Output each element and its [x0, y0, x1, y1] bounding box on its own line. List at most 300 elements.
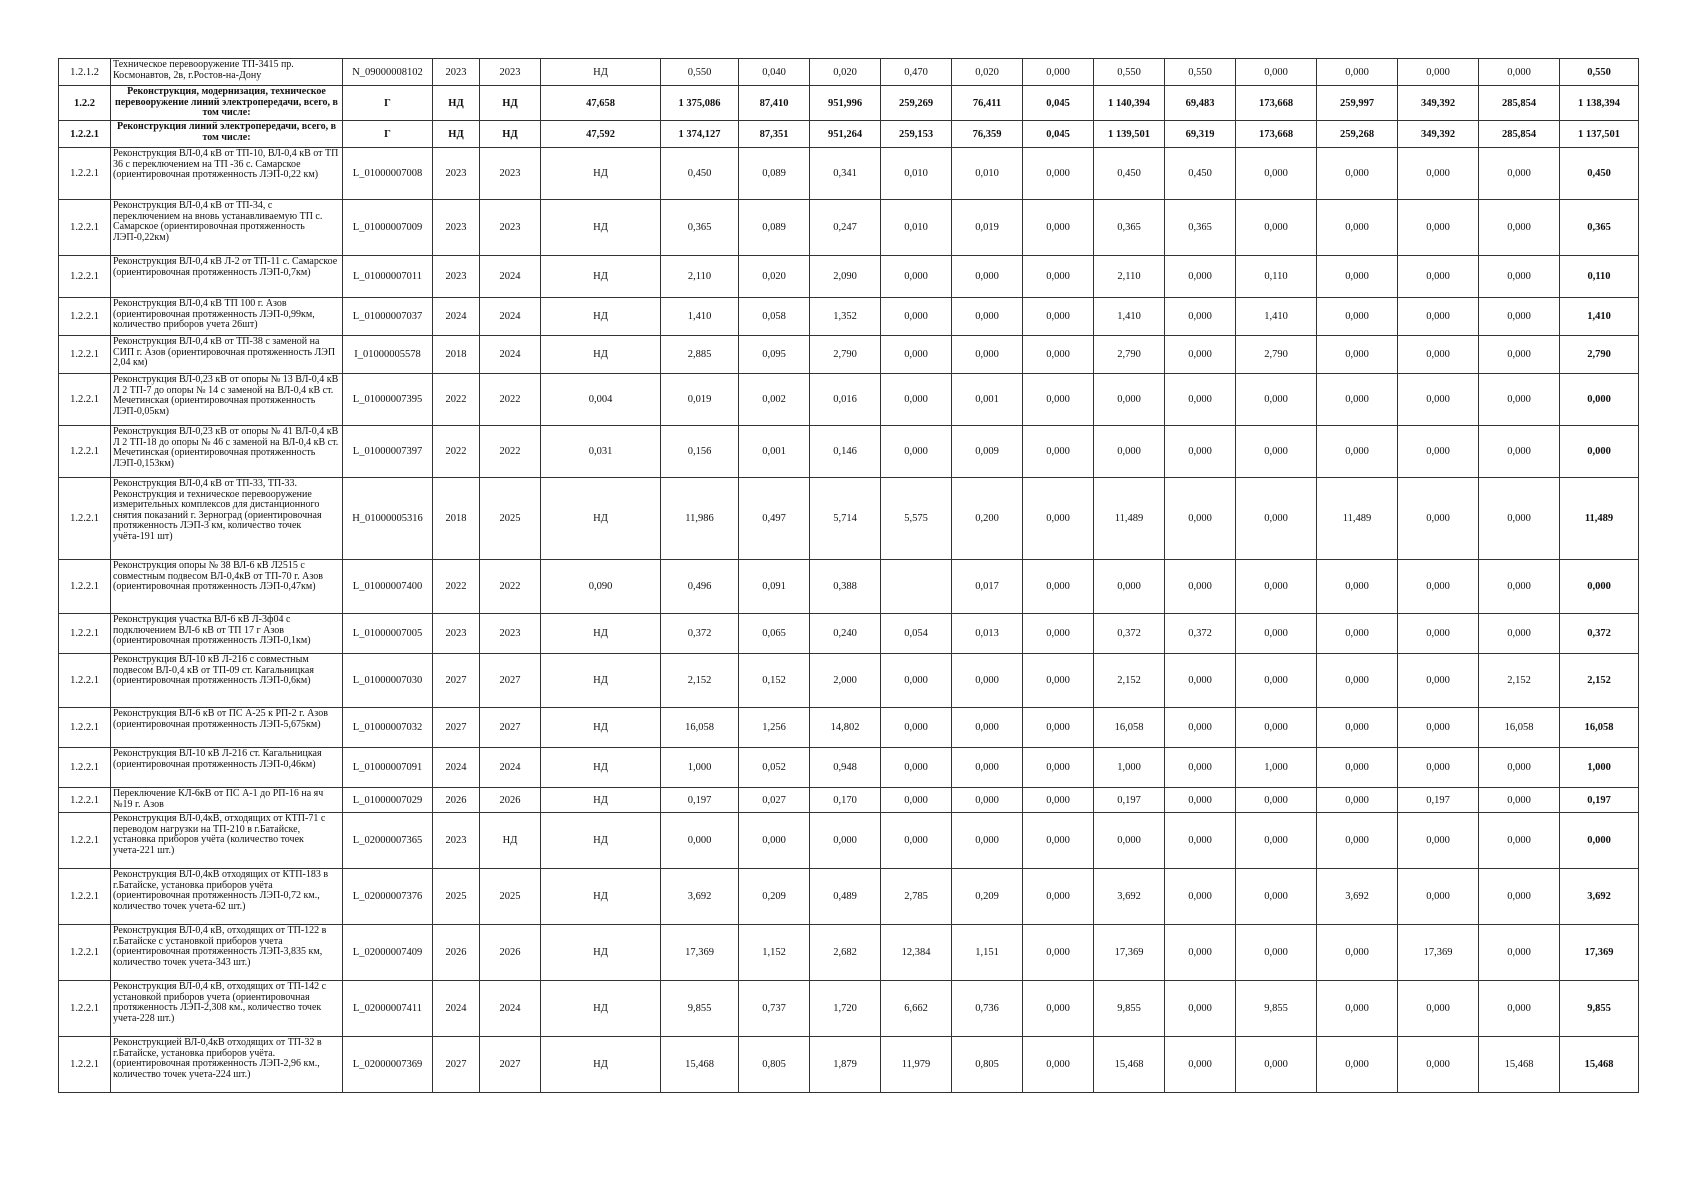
- row-identifier: L_02000007409: [343, 925, 433, 981]
- row-value: 1 374,127: [661, 121, 739, 148]
- row-value: 17,369: [1398, 925, 1479, 981]
- row-name: Техническое перевооружение ТП-3415 пр. Космонавтов, 2в, г.Ростов-на-Дону: [111, 59, 343, 86]
- row-value: 3,692: [1317, 869, 1398, 925]
- row-end-year: 2022: [480, 560, 541, 614]
- row-value: НД: [541, 336, 661, 374]
- row-value: 5,575: [881, 478, 952, 560]
- row-start-year: 2024: [433, 981, 480, 1037]
- row-value: 1,410: [661, 298, 739, 336]
- row-total-value: 0,450: [1560, 148, 1639, 200]
- row-value: 0,146: [810, 426, 881, 478]
- row-value: 0,000: [1165, 708, 1236, 748]
- row-end-year: 2022: [480, 426, 541, 478]
- row-number: 1.2.1.2: [59, 59, 111, 86]
- row-value: 0,000: [1165, 981, 1236, 1037]
- row-value: 0,000: [1317, 298, 1398, 336]
- row-value: 0,000: [881, 748, 952, 788]
- row-value: 0,156: [661, 426, 739, 478]
- table-row: [59, 426, 1639, 478]
- row-end-year: 2026: [480, 788, 541, 813]
- row-value: 0,000: [881, 336, 952, 374]
- row-value: 0,000: [1398, 59, 1479, 86]
- row-value: 0,247: [810, 200, 881, 256]
- row-number: 1.2.2: [59, 86, 111, 121]
- row-end-year: 2027: [480, 654, 541, 708]
- row-value: 259,153: [881, 121, 952, 148]
- row-number: 1.2.2.1: [59, 925, 111, 981]
- row-value: 0,090: [541, 560, 661, 614]
- row-end-year: 2023: [480, 59, 541, 86]
- row-value: 0,000: [1165, 813, 1236, 869]
- row-value: 259,269: [881, 86, 952, 121]
- row-value: НД: [541, 748, 661, 788]
- row-name: Реконструкция ВЛ-0,23 кВ от опоры № 41 ВЛ-0,4 кВ Л 2 ТП-18 до опоры № 46 с заменой на ВЛ-0,4 кВ ст. Мечетинская (ориентировочная протяженность ЛЭП-0,153км): [111, 426, 343, 478]
- row-value: 0,000: [952, 654, 1023, 708]
- row-end-year: 2022: [480, 374, 541, 426]
- row-value: 0,000: [1165, 560, 1236, 614]
- row-value: 0,095: [739, 336, 810, 374]
- row-value: 0,000: [881, 654, 952, 708]
- row-identifier: N_09000008102: [343, 59, 433, 86]
- row-value: 0,240: [810, 614, 881, 654]
- row-value: 349,392: [1398, 121, 1479, 148]
- row-name: Реконструкция ВЛ-0,23 кВ от опоры № 13 ВЛ-0,4 кВ Л 2 ТП-7 до опоры № 14 с заменой на ВЛ-0,4 кВ ст. Мечетинская (ориентировочная протяженность ЛЭП-0,05км): [111, 374, 343, 426]
- row-total-value: 1 137,501: [1560, 121, 1639, 148]
- row-value: 0,372: [1094, 614, 1165, 654]
- row-value: 0,019: [952, 200, 1023, 256]
- row-value: 16,058: [661, 708, 739, 748]
- row-value: 11,986: [661, 478, 739, 560]
- row-value: 1,000: [661, 748, 739, 788]
- row-value: 0,000: [1236, 708, 1317, 748]
- row-value: 0,000: [1479, 788, 1560, 813]
- row-name: Реконструкция ВЛ-10 кВ Л-216 с совместным подвесом ВЛ-0,4 кВ от ТП-09 ст. Кагальницкая (ориентировочная протяженность ЛЭП-0,6км): [111, 654, 343, 708]
- row-value: 76,411: [952, 86, 1023, 121]
- row-value: 0,010: [881, 200, 952, 256]
- row-start-year: НД: [433, 86, 480, 121]
- row-total-value: 0,000: [1560, 560, 1639, 614]
- row-value: 2,785: [881, 869, 952, 925]
- row-total-value: 0,000: [1560, 813, 1639, 869]
- row-value: 87,351: [739, 121, 810, 148]
- row-value: 0,091: [739, 560, 810, 614]
- row-value: 2,110: [1094, 256, 1165, 298]
- row-value: 0,197: [1094, 788, 1165, 813]
- row-start-year: 2023: [433, 813, 480, 869]
- row-value: 1,256: [739, 708, 810, 748]
- row-value: 0,020: [952, 59, 1023, 86]
- row-value: 0,000: [1165, 788, 1236, 813]
- row-value: 0,000: [1236, 614, 1317, 654]
- row-end-year: 2024: [480, 336, 541, 374]
- row-end-year: 2025: [480, 869, 541, 925]
- row-value: 285,854: [1479, 86, 1560, 121]
- table-row: [59, 869, 1639, 925]
- row-number: 1.2.2.1: [59, 121, 111, 148]
- row-value: 0,000: [881, 788, 952, 813]
- table-row: [59, 148, 1639, 200]
- table-row: [59, 788, 1639, 813]
- row-name: Реконструкция, модернизация, техническое перевооружение линий электропередачи, всего, в том числе:: [111, 86, 343, 121]
- table-row: [59, 298, 1639, 336]
- row-value: 0,000: [1023, 925, 1094, 981]
- row-value: 0,000: [1398, 298, 1479, 336]
- row-value: 3,692: [661, 869, 739, 925]
- row-value: НД: [541, 869, 661, 925]
- row-value: 0,000: [1479, 374, 1560, 426]
- row-value: 0,000: [1317, 256, 1398, 298]
- row-value: 0,000: [1165, 654, 1236, 708]
- row-value: НД: [541, 200, 661, 256]
- row-value: НД: [541, 614, 661, 654]
- row-value: 2,790: [1236, 336, 1317, 374]
- row-value: 0,000: [1398, 200, 1479, 256]
- row-value: 0,365: [1094, 200, 1165, 256]
- row-value: 0,000: [1094, 426, 1165, 478]
- row-value: НД: [541, 788, 661, 813]
- row-value: 11,489: [1317, 478, 1398, 560]
- row-value: 0,000: [1236, 654, 1317, 708]
- row-value: 0,365: [661, 200, 739, 256]
- row-name: Реконструкция ВЛ-0,4 кВ Л-2 от ТП-11 с. Самарское (ориентировочная протяженность ЛЭП-0,7км): [111, 256, 343, 298]
- row-value: 0,020: [810, 59, 881, 86]
- row-value: 0,089: [739, 200, 810, 256]
- row-value: 0,000: [1479, 59, 1560, 86]
- row-total-value: 11,489: [1560, 478, 1639, 560]
- row-end-year: 2024: [480, 748, 541, 788]
- row-total-value: 1,000: [1560, 748, 1639, 788]
- row-value: 0,000: [1398, 708, 1479, 748]
- row-value: 0,013: [952, 614, 1023, 654]
- row-value: 0,496: [661, 560, 739, 614]
- row-value: 5,714: [810, 478, 881, 560]
- row-total-value: 1 138,394: [1560, 86, 1639, 121]
- row-value: 0,000: [952, 298, 1023, 336]
- row-identifier: I_01000005578: [343, 336, 433, 374]
- row-identifier: L_01000007091: [343, 748, 433, 788]
- row-value: 0,045: [1023, 86, 1094, 121]
- row-value: 0,470: [881, 59, 952, 86]
- row-value: 0,000: [1398, 256, 1479, 298]
- row-value: 0,000: [661, 813, 739, 869]
- table-row: [59, 1037, 1639, 1093]
- row-value: 0,000: [1479, 200, 1560, 256]
- row-end-year: 2026: [480, 925, 541, 981]
- row-total-value: 2,790: [1560, 336, 1639, 374]
- row-value: 0,000: [1165, 1037, 1236, 1093]
- row-identifier: L_01000007032: [343, 708, 433, 748]
- row-value: 0,000: [1165, 426, 1236, 478]
- row-value: 0,948: [810, 748, 881, 788]
- row-value: 951,264: [810, 121, 881, 148]
- row-value: 0,017: [952, 560, 1023, 614]
- row-value: 1 375,086: [661, 86, 739, 121]
- row-total-value: 0,197: [1560, 788, 1639, 813]
- row-value: 0,040: [739, 59, 810, 86]
- row-value: 0,000: [1023, 654, 1094, 708]
- row-value: 0,000: [1023, 298, 1094, 336]
- row-value: 0,365: [1165, 200, 1236, 256]
- row-value: 0,002: [739, 374, 810, 426]
- row-value: 9,855: [1236, 981, 1317, 1037]
- row-value: 0,000: [1165, 478, 1236, 560]
- row-total-value: 2,152: [1560, 654, 1639, 708]
- row-end-year: 2023: [480, 200, 541, 256]
- row-value: 2,682: [810, 925, 881, 981]
- row-value: 69,483: [1165, 86, 1236, 121]
- row-value: 0,000: [1236, 374, 1317, 426]
- row-end-year: 2023: [480, 148, 541, 200]
- table-row: [59, 925, 1639, 981]
- row-value: 0,000: [1317, 148, 1398, 200]
- row-value: 0,550: [661, 59, 739, 86]
- row-number: 1.2.2.1: [59, 298, 111, 336]
- row-value: 0,000: [1479, 298, 1560, 336]
- row-identifier: L_01000007400: [343, 560, 433, 614]
- row-value: 0,000: [881, 708, 952, 748]
- row-identifier: L_02000007369: [343, 1037, 433, 1093]
- row-end-year: 2025: [480, 478, 541, 560]
- row-value: 0,000: [1023, 981, 1094, 1037]
- row-name: Реконструкция ВЛ-0,4 кВ от ТП-38 с заменой на СИП г. Азов (ориентировочная протяженность ЛЭП 2,04 км): [111, 336, 343, 374]
- row-value: 1,151: [952, 925, 1023, 981]
- row-value: 0,000: [1236, 59, 1317, 86]
- row-value: 47,658: [541, 86, 661, 121]
- row-start-year: 2023: [433, 148, 480, 200]
- row-identifier: L_01000007037: [343, 298, 433, 336]
- row-value: 0,550: [1165, 59, 1236, 86]
- table-row: [59, 121, 1639, 148]
- row-value: 0,489: [810, 869, 881, 925]
- row-value: 0,000: [1398, 981, 1479, 1037]
- row-value: 0,000: [1165, 869, 1236, 925]
- row-value: 0,000: [1165, 748, 1236, 788]
- row-number: 1.2.2.1: [59, 981, 111, 1037]
- row-number: 1.2.2.1: [59, 614, 111, 654]
- table-row: [59, 336, 1639, 374]
- row-number: 1.2.2.1: [59, 788, 111, 813]
- row-value: 0,209: [739, 869, 810, 925]
- row-value: НД: [541, 298, 661, 336]
- row-total-value: 9,855: [1560, 981, 1639, 1037]
- row-start-year: 2026: [433, 788, 480, 813]
- row-value: 0,000: [1317, 981, 1398, 1037]
- row-value: 0,450: [661, 148, 739, 200]
- row-value: 14,802: [810, 708, 881, 748]
- row-value: 0,000: [1236, 788, 1317, 813]
- row-start-year: 2022: [433, 374, 480, 426]
- row-value: 0,550: [1094, 59, 1165, 86]
- row-identifier: L_01000007008: [343, 148, 433, 200]
- row-value: 0,004: [541, 374, 661, 426]
- row-value: 0,000: [952, 336, 1023, 374]
- row-value: 0,000: [1023, 748, 1094, 788]
- row-value: 0,000: [1317, 614, 1398, 654]
- row-value: 1 139,501: [1094, 121, 1165, 148]
- row-value: 2,885: [661, 336, 739, 374]
- row-number: 1.2.2.1: [59, 654, 111, 708]
- row-value: 0,000: [952, 748, 1023, 788]
- row-total-value: 17,369: [1560, 925, 1639, 981]
- row-value: 1,720: [810, 981, 881, 1037]
- row-value: 0,000: [1023, 708, 1094, 748]
- row-value: 0,000: [1479, 981, 1560, 1037]
- row-value: 6,662: [881, 981, 952, 1037]
- table-row: [59, 200, 1639, 256]
- row-value: 0,000: [881, 426, 952, 478]
- row-value: 0,000: [1023, 200, 1094, 256]
- row-value: 0,000: [1023, 560, 1094, 614]
- row-value: 0,000: [1479, 748, 1560, 788]
- row-end-year: НД: [480, 813, 541, 869]
- row-total-value: 0,372: [1560, 614, 1639, 654]
- row-value: 0,197: [661, 788, 739, 813]
- row-value: 0,000: [1398, 560, 1479, 614]
- row-value: 0,000: [1479, 614, 1560, 654]
- row-value: 0,058: [739, 298, 810, 336]
- row-value: 2,790: [1094, 336, 1165, 374]
- row-value: 259,268: [1317, 121, 1398, 148]
- row-value: 0,000: [1317, 788, 1398, 813]
- row-value: 0,010: [952, 148, 1023, 200]
- row-value: 0,000: [1479, 478, 1560, 560]
- row-value: 0,000: [881, 256, 952, 298]
- row-value: 0,089: [739, 148, 810, 200]
- row-value: 173,668: [1236, 86, 1317, 121]
- row-identifier: L_02000007411: [343, 981, 433, 1037]
- row-value: 0,054: [881, 614, 952, 654]
- row-value: 0,805: [952, 1037, 1023, 1093]
- row-identifier: Г: [343, 121, 433, 148]
- row-end-year: 2023: [480, 614, 541, 654]
- row-start-year: 2026: [433, 925, 480, 981]
- row-number: 1.2.2.1: [59, 560, 111, 614]
- row-value: 2,152: [1479, 654, 1560, 708]
- row-value: 0,450: [1165, 148, 1236, 200]
- row-end-year: 2027: [480, 708, 541, 748]
- row-value: 0,000: [952, 813, 1023, 869]
- row-value: 0,000: [881, 813, 952, 869]
- row-value: 0,000: [1023, 256, 1094, 298]
- row-value: 0,000: [1165, 925, 1236, 981]
- row-value: 0,000: [1165, 374, 1236, 426]
- row-value: 0,000: [1398, 654, 1479, 708]
- row-value: 0,000: [1317, 426, 1398, 478]
- row-value: 0,000: [1479, 925, 1560, 981]
- row-total-value: 16,058: [1560, 708, 1639, 748]
- row-value: 16,058: [1094, 708, 1165, 748]
- row-value: 0,000: [1165, 298, 1236, 336]
- row-value: 47,592: [541, 121, 661, 148]
- row-number: 1.2.2.1: [59, 148, 111, 200]
- row-value: 0,000: [1236, 560, 1317, 614]
- row-start-year: 2018: [433, 478, 480, 560]
- row-name: Реконструкция ВЛ-0,4кВ отходящих от КТП-183 в г.Батайске, установка приборов учёта (ориентировочная протяженность ЛЭП-0,72 км., количество точек учета-62 шт.): [111, 869, 343, 925]
- table-row: [59, 614, 1639, 654]
- row-value: НД: [541, 478, 661, 560]
- table-row: [59, 708, 1639, 748]
- row-value: НД: [541, 1037, 661, 1093]
- row-start-year: 2023: [433, 256, 480, 298]
- row-value: 0,200: [952, 478, 1023, 560]
- row-value: 0,341: [810, 148, 881, 200]
- row-value: 0,737: [739, 981, 810, 1037]
- row-total-value: 0,000: [1560, 426, 1639, 478]
- row-value: 1,879: [810, 1037, 881, 1093]
- row-value: 0,009: [952, 426, 1023, 478]
- row-value: 0,000: [1398, 374, 1479, 426]
- row-number: 1.2.2.1: [59, 813, 111, 869]
- row-identifier: L_02000007376: [343, 869, 433, 925]
- row-name: Реконструкцией ВЛ-0,4кВ отходящих от ТП-32 в г.Батайске, установка приборов учёта. (ориентировочная протяженность ЛЭП-2,96 км., количество точек учета-224 шт.): [111, 1037, 343, 1093]
- row-value: 15,468: [1479, 1037, 1560, 1093]
- row-value: 2,790: [810, 336, 881, 374]
- row-start-year: 2023: [433, 59, 480, 86]
- row-value: 951,996: [810, 86, 881, 121]
- row-value: 173,668: [1236, 121, 1317, 148]
- row-identifier: L_01000007030: [343, 654, 433, 708]
- row-total-value: 3,692: [1560, 869, 1639, 925]
- row-start-year: 2027: [433, 654, 480, 708]
- row-value: 0,000: [1317, 374, 1398, 426]
- row-start-year: 2022: [433, 560, 480, 614]
- row-name: Реконструкция ВЛ-6 кВ от ПС А-25 к РП-2 г. Азов (ориентировочная протяженность ЛЭП-5,675км): [111, 708, 343, 748]
- row-value: 0,000: [1317, 1037, 1398, 1093]
- row-value: 0,000: [1317, 560, 1398, 614]
- row-value: НД: [541, 59, 661, 86]
- row-value: 0,000: [1479, 256, 1560, 298]
- row-value: 0,000: [1398, 1037, 1479, 1093]
- table-row: [59, 59, 1639, 86]
- row-name: Реконструкция линий электропередачи, всего, в том числе:: [111, 121, 343, 148]
- row-value: 0,000: [1236, 148, 1317, 200]
- row-value: 0,000: [1023, 614, 1094, 654]
- row-value: 0,000: [1398, 336, 1479, 374]
- row-start-year: НД: [433, 121, 480, 148]
- row-value: 0,000: [1479, 869, 1560, 925]
- row-value: 0,000: [1398, 614, 1479, 654]
- row-value: 0,209: [952, 869, 1023, 925]
- row-value: 285,854: [1479, 121, 1560, 148]
- row-number: 1.2.2.1: [59, 374, 111, 426]
- row-value: 0,000: [1236, 925, 1317, 981]
- row-identifier: L_01000007395: [343, 374, 433, 426]
- row-value: НД: [541, 654, 661, 708]
- row-value: 9,855: [1094, 981, 1165, 1037]
- row-number: 1.2.2.1: [59, 478, 111, 560]
- row-value: 0,031: [541, 426, 661, 478]
- row-identifier: L_01000007397: [343, 426, 433, 478]
- table-row: [59, 256, 1639, 298]
- row-value: 0,000: [810, 813, 881, 869]
- row-value: 0,000: [1023, 374, 1094, 426]
- row-value: 2,110: [661, 256, 739, 298]
- row-end-year: 2027: [480, 1037, 541, 1093]
- row-number: 1.2.2.1: [59, 1037, 111, 1093]
- row-value: 1 140,394: [1094, 86, 1165, 121]
- row-name: Реконструкция ВЛ-10 кВ Л-216 ст. Кагальницкая (ориентировочная протяженность ЛЭП-0,46км): [111, 748, 343, 788]
- row-total-value: 0,550: [1560, 59, 1639, 86]
- row-name: Реконструкция ВЛ-0,4 кВ ТП 100 г. Азов (ориентировочная протяженность ЛЭП-0,99км, количество приборов учета 26шт): [111, 298, 343, 336]
- row-value: 0,000: [1317, 336, 1398, 374]
- row-value: 0,000: [1236, 813, 1317, 869]
- row-value: 0,000: [1023, 478, 1094, 560]
- row-value: 0,000: [1236, 200, 1317, 256]
- row-end-year: НД: [480, 121, 541, 148]
- row-identifier: H_01000005316: [343, 478, 433, 560]
- row-value: 1,152: [739, 925, 810, 981]
- row-start-year: 2018: [433, 336, 480, 374]
